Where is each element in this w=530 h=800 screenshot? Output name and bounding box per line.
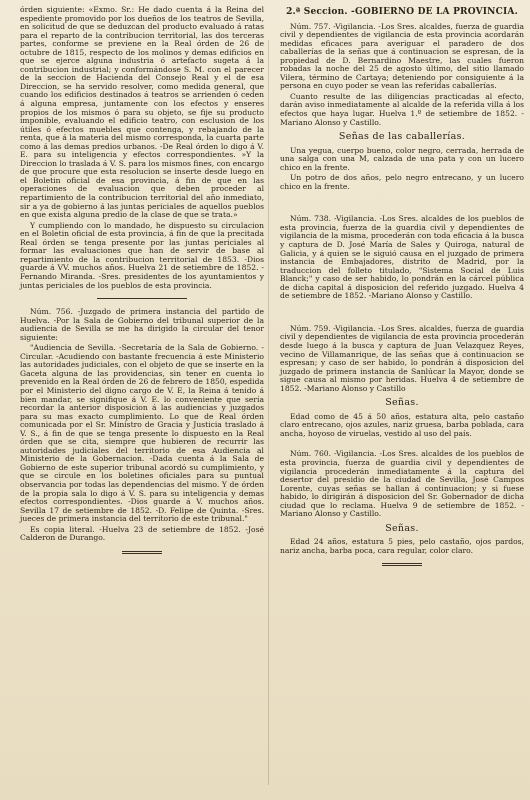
section-title: 2.ª Seccion. -GOBIERNO DE LA PROVINCIA. xyxy=(286,7,518,17)
entry-757-text: Núm. 757. -Vigilancia. -Los Sres. alcaldes, fuerza de guardia civil y dependientes de vigilancia de esta provincia acordarán medidas eficaces para averiguar el paradero de dos caballerías de la señas que á continuacion se espresan, de la propiedad de D. Bernardino Maestre, las cuales fueron robadas la noche del 25 de agosto último, del sitio llamado Vilera, término de Cartaya; deteniendo por consiguiente á la persona en cuyo poder se vean las referidas caballerías. xyxy=(280,21,524,91)
senas-heading-2: Señas. xyxy=(385,522,419,534)
potro-description: Un potro de dos años, pelo negro entrecano, y un lucero chico en la frente. xyxy=(280,173,524,191)
juzgado-756-heading: Núm. 756. -Juzgado de primera instancia del partido de Huelva. -Por la Sala de Gobierno del tribunal superior de la audiencia de Sevilla se me ha dirigido la circular del tenor siguiente: xyxy=(20,307,264,342)
end-separator xyxy=(382,563,422,566)
audiencia-circular-text: "Audiencia de Sevilla. -Secretaría de la Sala de Gobierno. -Circular. -Acudiendo con bastante frecuencia á este Ministerio las autoridades judiciales, con el objeto de que se inserte en la Gaceta alguna de las providencias, sin tener en cuenta lo prevenido en la Real órden de 26 de febrero de 1850, espedida por el Ministerio del digno cargo de V. E, la Reina á tenido á bien mandar, se signifique á V. E. lo conveniente que sería recordar la anterior disposicion á las audiencias y juzgados para su mas exacto cumplimiento. Lo que de Real órden comunicada por el Sr. Ministro de Gracia y Justicia traslado á V. S., á fin de que se tenga presente lo dispuesto en la Real órden que se cita, siempre que hubieren de recurrir las autoridades judiciales del territorio de esa Audiencia al Ministerio de la Gobernacion. -Dada cuenta á la Sala de Gobierno de este superior tribunal acordó su cumplimiento, y que se circule en los boletines oficiales para su puntual observancia por todas las dependencias del mismo. Y de órden de la propia sala lo digo á V. S. para su inteligencia y demas efectos correspondientes. -Dios guarde á V. muchos años. Sevilla 17 de setiembre de 1852. -D. Felipe de Quinta. -Sres. jueces de primera instancia del territorio de este tribunal." xyxy=(20,343,264,524)
spacer xyxy=(280,193,524,215)
entry-760-text: Núm. 760. -Vigilancia. -Los Sres. alcaldes de los pueblos de esta provincia, fuerza de guardia civil y dependientes de vigilancia procederán inmediatamente á la captura del desertor del presidio de la ciudad de Sevilla, José Campos Lorente, cuyas señas se hallan á continuacion; y si fuese habido, lo dirigirán á disposicion del Sr. Gobernador de dicha ciudad que lo reclama. Huelva 9 de setiembre de 1852. -Mariano Alonso y Castillo. xyxy=(280,449,524,519)
senas-heading-1: Señas. xyxy=(385,397,419,409)
entry-757-followup: Cuanto resulte de las diligencias practicadas al efecto, darán aviso inmediatamente al alcalde de la referida villa á los efectos que haya lugar. Huelva 1.º de setiembre de 1852. -Mariano Alonso y Castillo. xyxy=(280,91,524,127)
senas-1-description: Edad como de 45 á 50 años, estatura alta, pelo castaño claro entrecano, ojos azules, nariz gruesa, barba poblada, cara ancha, hoyoso de viruelas, vestido al uso del país. xyxy=(280,411,524,438)
yegua-description: Una yegua, cuerpo bueno, color negro, cerrada, herrada de una salga con una M, calzada de una pata y con un lucero chico en la frente. xyxy=(280,145,524,172)
circulation-text: Y cumpliendo con lo mandado, he dispuesto su circulacion en el Boletin oficial de esta provincia, á fin de que la precitada Real órden se tenga presente por las juntas periciales al formar las evaluaciones que han de servir de base al repartimiento de la contribucion territorial de 1853. -Dios guarde á VV. muchos años. Huelva 21 de setiembre de 1852. -Fernando Miranda. -Sres. presidentes de los ayuntamientos y juntas periciales de los pueblos de esta provincia. xyxy=(20,220,264,290)
copia-literal-text: Es copia literal. -Huelva 23 de setiembre de 1852. -José Calderon de Durango. xyxy=(20,524,264,543)
senas-2-description: Edad 24 años, estatura 5 pies, pelo castaño, ojos pardos, nariz ancha, barba poca, cara regular, color claro. xyxy=(280,537,524,555)
senas-caballerias-heading: Señas de las caballerías. xyxy=(338,131,466,143)
right-column xyxy=(280,6,524,574)
spacer xyxy=(280,303,524,325)
entry-738-text: Núm. 738. -Vigilancia. -Los Sres. alcaldes de los pueblos de esta provincia, fuerza de la guardia civil y dependientes de vigilancia de la misma, procederán con toda eficacia á la busca y captura de D. José María de Sales y Quiroga, natural de Galicia, y á quien se le siguió causa en el juzgado de primera instancia de Embajadores, distrito de Madrid, por la traduccion del folleto titulado, "Sistema Social de Luis Blanck;" y caso de ser habido, lo pondrán en la cárcel pública de dicha capital á disposicion del referido juzgado. Huelva 4 de setiembre de 1852. -Mariano Alonso y Castillo. xyxy=(280,214,524,301)
left-column xyxy=(20,6,264,562)
end-separator xyxy=(122,551,162,554)
entry-759-text: Núm. 759. -Vigilancia. -Los Sres. alcaldes, fuerza de guardia civil y dependientes de vigilancia de esta provincia procederán desde luego á la busca y captura de Juan Velazquez Reyes, vecino de Villamanrique, de las señas que á continuacion se espresan; y caso de ser habido, lo pondrán á disposicion del juzgado de primera instancia de Sanlúcar la Mayor, donde se sigue causa al mismo por heridas. Huelva 4 de setiembre de 1852. -Mariano Alonso y Castillo xyxy=(280,323,524,393)
section-separator xyxy=(97,298,187,300)
teatros-order-text: órden siguiente: «Exmo. Sr.: He dado cuenta á la Reina del espediente promovido por los dueños de los teatros de Sevilla, en solicitud de que se deduzcan del producto evaluado á ratas para el reparto de la contribucion territorial, las dos terceras partes, conforme se previene en la Real órden de 26 de octubre de 1815, respecto de los molinos y demas edificios en que se ejerce alguna industria ó artefacto sugeta á la contribucion industrial; y conformándose S. M. con el parecer de la seccion de Hacienda del Consejo Real y el de esa Direccion, se ha servido resolver, como medida general, que cuando los edificios destinados á teatros se arrienden ó ceden á alguna empresa, juntamente con los efectos y enseres propios de los mismos ó para su objeto, se fije su producto imponible, evaluando el edificio teatro, con esclusion de los útiles ó efectos muebles que contenga, y rebajando de la renta, que á la materia del mismo corresponda, la cuarta parte como á las demas predios urbanos. -De Real órden lo digo á V. E. para su inteligencia y efectos correspondientes. »Y la Direccion lo traslada á V. S. para los mismos fines, con encargo de que procure que esta resolucion se inserte desde luego en el Boletin oficial de esa provincia, á fin de que en las operaciones de evaluacion que deben proceder al repartimiento de la contribucion territorial del año inmediato, sir a ya de gobierno á las juntas periciales de aquellos pueblos en que exista alguna predio de la clase de que se trata.» xyxy=(20,5,264,220)
column-divider xyxy=(268,40,269,785)
